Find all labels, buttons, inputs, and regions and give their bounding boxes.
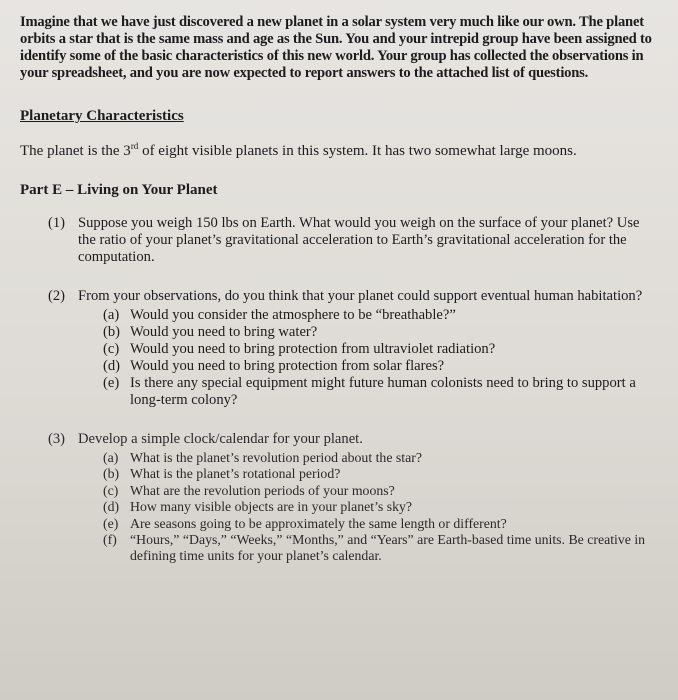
sub-question-text: “Hours,” “Days,” “Weeks,” “Months,” and “Years” are Earth-based time units. Be creative in defining time units for your planet’s calendar. <box>130 532 646 564</box>
sub-question-text: Would you consider the atmosphere to be “breathable?” <box>130 307 456 323</box>
sub-question-list <box>103 450 658 565</box>
sub-question-text: Would you need to bring protection from ultraviolet radiation? <box>130 341 496 357</box>
sub-question-label: (c) <box>103 482 119 498</box>
sub-question <box>103 307 658 324</box>
sub-question-label: (b) <box>103 324 121 340</box>
sub-question-label: (a) <box>103 450 119 465</box>
sub-question <box>103 375 658 409</box>
sub-question <box>103 532 658 565</box>
sub-question <box>103 358 658 375</box>
planet-statement <box>20 141 658 160</box>
question-number: (3) <box>48 431 66 447</box>
sub-question <box>103 450 658 466</box>
sub-question <box>103 341 658 358</box>
sub-question-text: Are seasons going to be approximately the same length or different? <box>130 515 507 531</box>
section-heading: Planetary Characteristics <box>20 108 184 124</box>
question-number: (2) <box>48 288 66 304</box>
sub-question-label: (a) <box>103 307 120 323</box>
sub-question-label: (e) <box>103 375 120 391</box>
sub-question-text: What is the planet’s revolution period about the star? <box>130 450 422 465</box>
sub-question-label: (d) <box>103 358 121 374</box>
question-number: (1) <box>48 215 66 231</box>
sub-question <box>103 516 658 532</box>
statement-before: The planet is the 3 <box>20 143 131 159</box>
question-text: Suppose you weigh 150 lbs on Earth. What would you weigh on the surface of your planet? Use the ratio of your planet’s gravitational acceleration to Earth’s gravitational acceleration for the computation. <box>78 215 640 265</box>
sub-question-text: How many visible objects are in your planet’s sky? <box>130 499 413 515</box>
question-3 <box>48 431 658 565</box>
part-title: Part E – Living on Your Planet <box>20 182 218 198</box>
question-2 <box>48 288 658 409</box>
sub-question-label: (d) <box>103 499 120 515</box>
question-text: Develop a simple clock/calendar for your planet. <box>78 431 363 447</box>
sub-question-list <box>103 307 658 409</box>
sub-question-text: Would you need to bring protection from solar flares? <box>130 358 445 374</box>
intro-paragraph: Imagine that we have just discovered a new planet in a solar system very much like our own. The planet orbits a star that is the same mass and age as the Sun. You and your intrepid group have been assigned to identify some of the basic characteristics of this new world. Your group has collected the observations in your spreadsheet, and you are now expected to report answers to the attached list of questions. <box>20 14 652 81</box>
sub-question-label: (b) <box>103 466 120 482</box>
sub-question <box>103 466 658 482</box>
sub-question-label: (e) <box>103 515 119 531</box>
sub-question-label: (f) <box>103 532 117 548</box>
sub-question <box>103 324 658 341</box>
question-text: From your observations, do you think that your planet could support eventual human habitation? <box>78 288 643 304</box>
sub-question-label: (c) <box>103 341 120 357</box>
sub-question-text: Is there any special equipment might future human colonists need to bring to support a long-term colony? <box>130 375 636 408</box>
statement-after: of eight visible planets in this system. It has two somewhat large moons. <box>138 143 577 159</box>
sub-question-text: What is the planet’s rotational period? <box>130 466 341 482</box>
sub-question <box>103 499 658 515</box>
sub-question <box>103 483 658 499</box>
sub-question-text: Would you need to bring water? <box>130 324 318 340</box>
sub-question-text: What are the revolution periods of your moons? <box>130 482 395 498</box>
statement-ordinal: rd <box>130 141 139 151</box>
question-1 <box>48 215 658 266</box>
